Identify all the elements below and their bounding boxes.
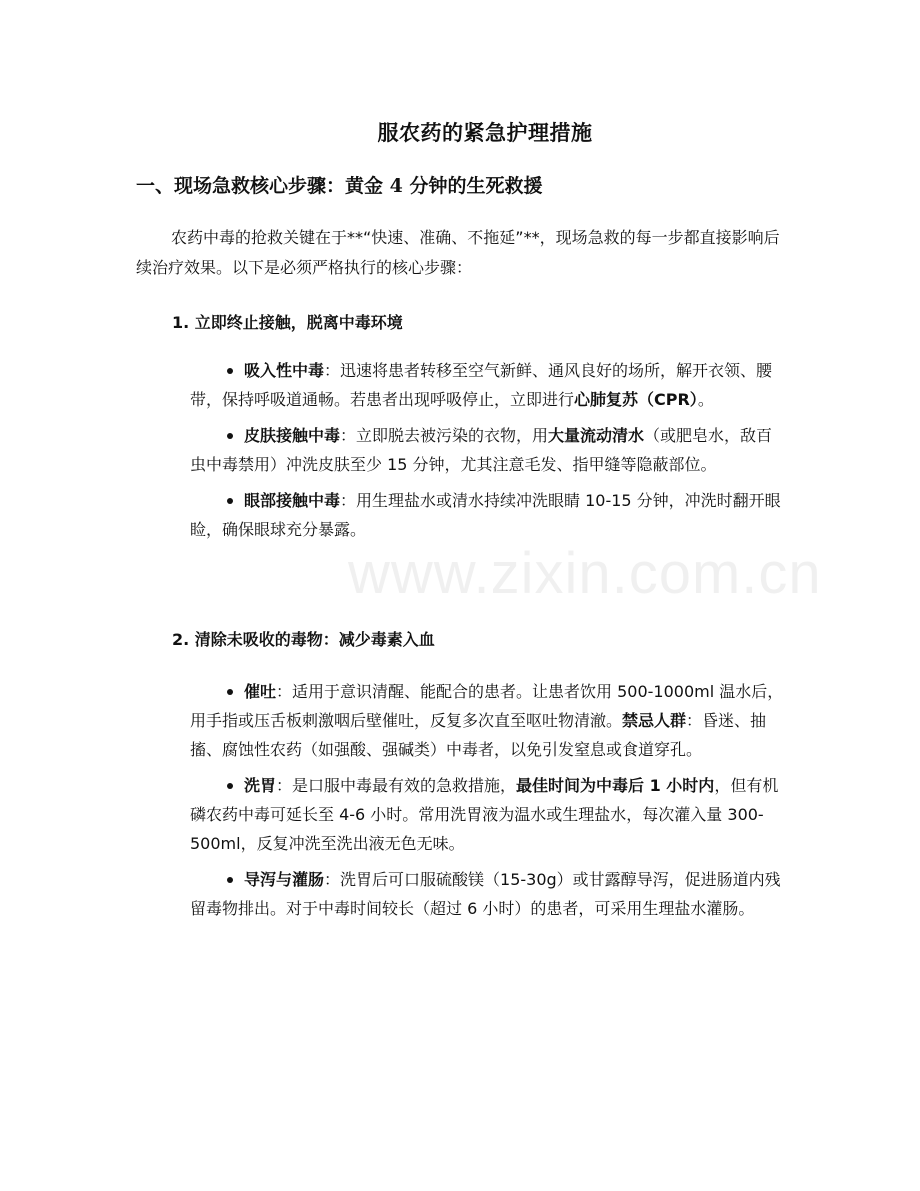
step-heading: 2. 清除未吸收的毒物：减少毒素入血 (172, 630, 435, 649)
item-text: ：是口服中毒最有效的急救措施， (276, 776, 517, 795)
bullet-icon (227, 689, 233, 695)
intro-paragraph: 农药中毒的抢救关键在于**“快速、准确、不拖延”**，现场急救的每一步都直接影响后续治疗效果。以下是必须严格执行的核心步骤： (136, 228, 780, 277)
item-label: 眼部接触中毒 (244, 491, 341, 510)
item-text: ：适用于意识清醒、能配合的患者。让患者饮用 500-1000ml 温水后，用手指或压舌板刺激咽后壁催吐，反复多次直至呕吐物清澈。 (190, 682, 784, 730)
item-text: ：立即脱去被污染的衣物，用 (340, 426, 549, 445)
bullet-list (190, 677, 786, 930)
item-text-tail: ，但有机磷农药中毒可延长至 4-6 小时。常用洗胃液为温水或生理盐水，每次灌入量 300-500ml，反复冲洗至洗出液无色无味。 (190, 776, 779, 853)
item-text-tail: （或肥皂水，敌百虫中毒禁用）冲洗皮肤至少 15 分钟，尤其注意毛发、指甲缝等隐蔽部位。 (190, 426, 773, 474)
watermark: www.zixin.com.cn (348, 541, 822, 606)
bullet-icon (227, 368, 233, 374)
item-emphasis: 心肺复苏（CPR） (574, 390, 698, 409)
step-heading: 1. 立即终止接触，脱离中毒环境 (172, 313, 403, 332)
list-item (190, 486, 786, 544)
item-label: 导泻与灌肠 (244, 870, 325, 889)
list-item (190, 356, 786, 414)
document-title: 服农药的紧急护理措施 (377, 121, 593, 145)
list-item (190, 865, 786, 923)
item-text: ：迅速将患者转移至空气新鲜、通风良好的场所，解开衣领、腰带，保持呼吸道通畅。若患者出现呼吸停止，立即进行 (190, 361, 773, 409)
item-emphasis: 禁忌人群 (622, 711, 687, 730)
item-text-tail: 。 (697, 390, 714, 409)
list-item (190, 421, 786, 479)
bullet-icon (227, 433, 233, 439)
item-label: 吸入性中毒 (244, 361, 325, 380)
list-item (190, 771, 786, 858)
item-label: 催吐 (244, 682, 277, 701)
bullet-list (190, 356, 786, 551)
list-item (190, 677, 786, 764)
bullet-icon (227, 498, 233, 504)
item-label: 洗胃 (244, 776, 277, 795)
bullet-icon (227, 877, 233, 883)
bullet-icon (227, 783, 233, 789)
item-text-tail: ：昏迷、抽搐、腐蚀性农药（如强酸、强碱类）中毒者，以免引发窒息或食道穿孔。 (190, 711, 767, 759)
item-text: ：洗胃后可口服硫酸镁（15-30g）或甘露醇导泻，促进肠道内残留毒物排出。对于中毒时间较长（超过 6 小时）的患者，可采用生理盐水灌肠。 (190, 870, 781, 918)
item-label: 皮肤接触中毒 (244, 426, 341, 445)
item-text: ：用生理盐水或清水持续冲洗眼睛 10-15 分钟，冲洗时翻开眼睑，确保眼球充分暴露。 (190, 491, 781, 539)
item-emphasis: 最佳时间为中毒后 1 小时内 (516, 776, 715, 795)
item-emphasis: 大量流动清水 (548, 426, 645, 445)
section-heading: 一、现场急救核心步骤：黄金 4 分钟的生死救援 (136, 175, 543, 197)
